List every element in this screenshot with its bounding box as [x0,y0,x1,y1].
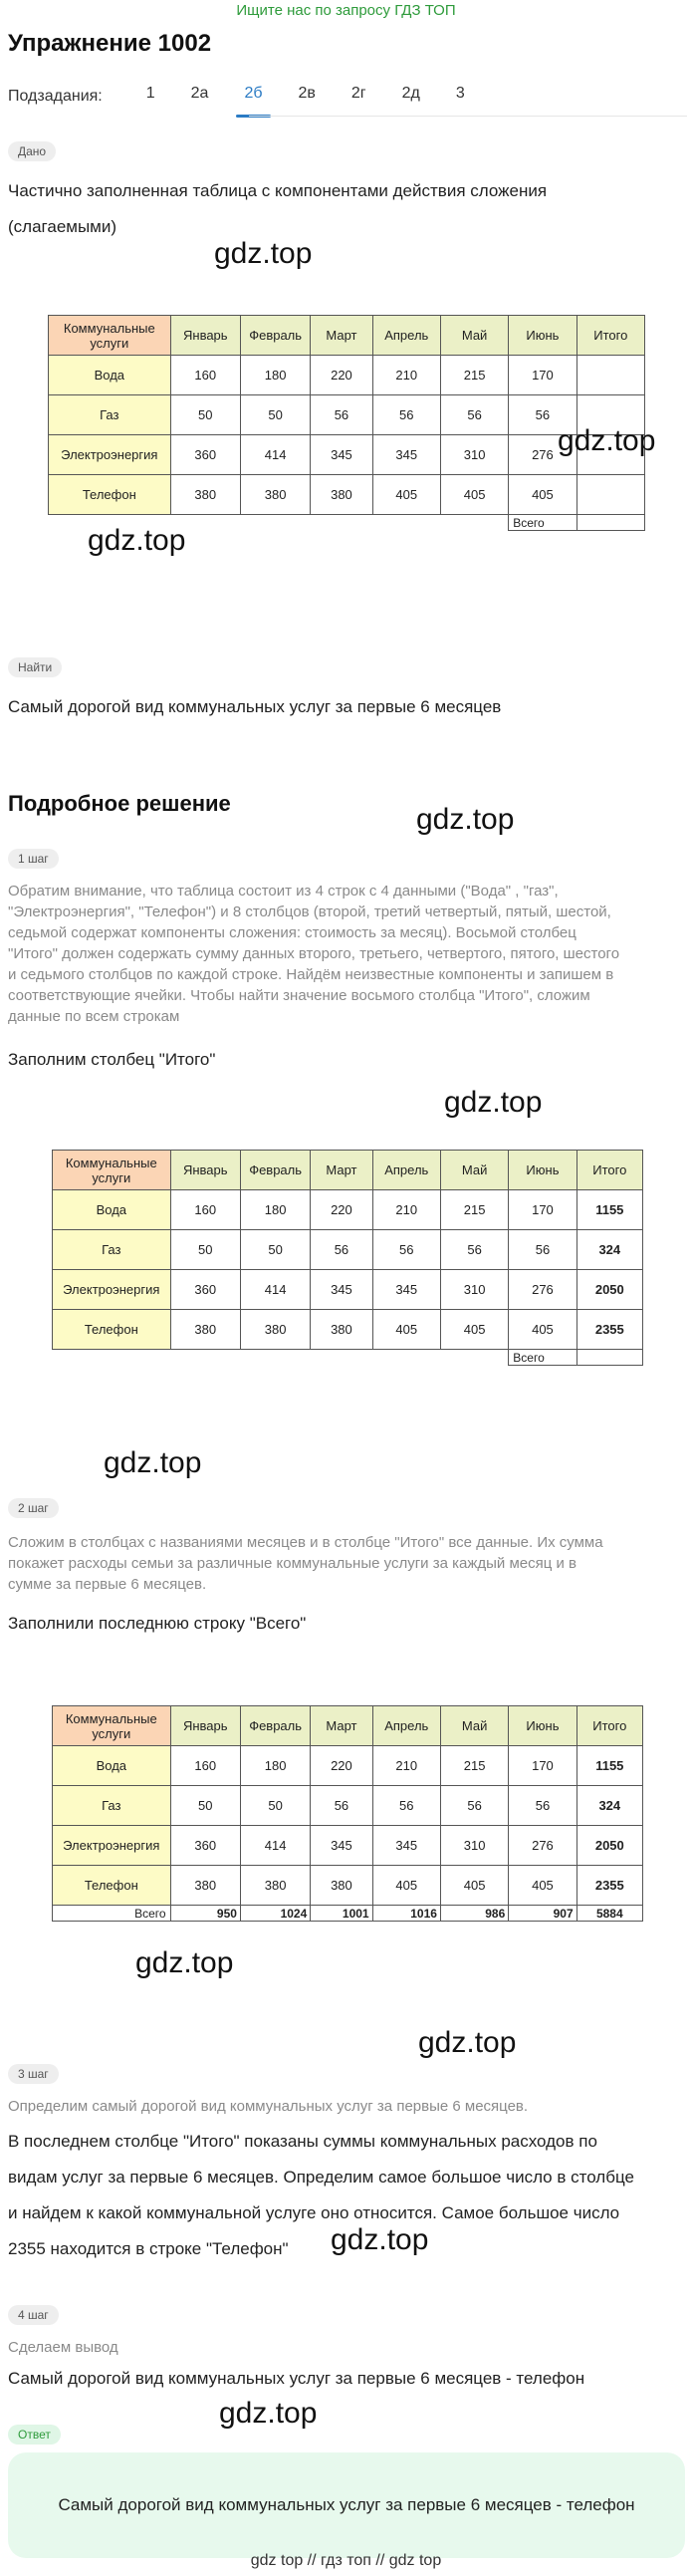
table-header-cell: Коммунальные услуги [53,1151,171,1190]
table-header-cell: Июнь [509,1706,577,1746]
table-cell: 160 [170,356,240,395]
table-header-cell: Май [440,1151,508,1190]
table-header-cell: Январь [170,1151,240,1190]
watermark: gdz.top [331,2223,429,2256]
table-cell: 405 [440,475,508,515]
table-cell: 160 [170,1190,240,1230]
table-cell: 345 [372,1826,440,1866]
answer-chip: Ответ [8,2425,61,2445]
table-cell: 405 [440,1310,508,1350]
watermark: gdz.top [135,1946,234,1979]
table-cell: 180 [240,1190,310,1230]
table-cell: 56 [509,1786,577,1826]
table-row-label: Телефон [49,475,171,515]
find-text: Самый дорогой вид коммунальных услуг за первые 6 месяцев [8,697,502,716]
table-cell: 276 [509,435,577,475]
table-sum-cell: 950 [170,1906,240,1922]
table-total-cell: 1155 [577,1746,642,1786]
table-cell: 380 [311,475,372,515]
table-header-cell: Итого [577,316,644,356]
table-sum-cell: 5884 [577,1906,642,1922]
search-banner: Ищите нас по запросу ГДЗ ТОП [236,2,456,19]
table-cell: 405 [372,1866,440,1906]
table-cell: 380 [240,475,310,515]
subtasks-label: Подзадания: [8,88,103,105]
table-sum-cell: 907 [509,1906,577,1922]
table-cell-empty [577,1350,642,1366]
table-cell: 56 [372,1230,440,1270]
table-header-cell: Февраль [240,1706,310,1746]
step1-chip: 1 шаг [8,849,59,869]
step1-description [8,881,685,1027]
table-cell: 405 [440,1866,508,1906]
tabs-divider [249,116,687,117]
step1-line: Обратим внимание, что таблица состоит из 4 строк с 4 данными ("Вода" , "газ", [8,883,559,900]
table-sum-label: Всего [509,1350,577,1366]
step3-line: В последнем столбце "Итого" показаны суммы коммунальных расходов по [8,2132,597,2151]
table-cell: 50 [240,1786,310,1826]
table-cell: 405 [509,1310,577,1350]
watermark: gdz.top [418,2026,517,2059]
step2-text: Заполнили последнюю строку "Всего" [8,1614,307,1633]
table-cell: 160 [170,1746,240,1786]
table-header-cell: Январь [170,1706,240,1746]
table-row-label: Газ [53,1230,171,1270]
table-cell: 50 [240,1230,310,1270]
table-cell-empty [53,1350,509,1366]
watermark: gdz.top [219,2397,318,2430]
table-sum-cell: 1024 [240,1906,310,1922]
totals-table [52,1150,643,1366]
table-sum-label: Всего [509,515,577,531]
table-cell: 414 [240,1826,310,1866]
step1-line: седьмой содержат компоненты сложения: стоимость за месяц). Восьмой столбец [8,924,577,941]
table-cell: 345 [311,1826,372,1866]
watermark: gdz.top [558,424,656,457]
table-cell: 405 [509,475,577,515]
table-cell: 220 [311,1746,372,1786]
full-table [52,1705,643,1922]
table-header-cell: Коммунальные услуги [49,316,171,356]
table-cell: 170 [509,1190,577,1230]
table-cell: 56 [440,1230,508,1270]
step4-description: Сделаем вывод [8,2339,118,2356]
page-title: Упражнение 1002 [8,30,212,57]
table-cell: 56 [311,1230,372,1270]
table-cell: 360 [170,435,240,475]
table-cell: 310 [440,1826,508,1866]
step2-line: Сложим в столбцах с названиями месяцев и в столбце "Итого" все данные. Их сумма [8,1534,603,1551]
table-row-label: Газ [53,1786,171,1826]
table-header-cell: Апрель [372,316,440,356]
step1-line: данные по всем строкам [8,1008,180,1025]
given-chip: Дано [8,141,56,161]
watermark: gdz.top [416,803,515,836]
table-row-label: Электроэнергия [49,435,171,475]
tab-1[interactable]: 1 [145,85,155,102]
table-cell: 50 [170,395,240,435]
step2-description [8,1532,685,1595]
table-cell: 405 [372,475,440,515]
table-total-cell: 324 [577,1230,642,1270]
table-cell: 170 [509,1746,577,1786]
table-sum-cell: 1001 [311,1906,372,1922]
table-cell: 220 [311,356,372,395]
table-total-cell: 2050 [577,1826,642,1866]
tab-2d[interactable]: 2д [401,85,420,102]
table-row-label: Электроэнергия [53,1270,171,1310]
solution-title: Подробное решение [8,791,231,816]
table-cell: 345 [372,1270,440,1310]
step1-line: "Электроэнергия", "Телефон") и 8 столбцов (второй, третий четвертый, пятый, шестой, [8,903,611,920]
table-sum-cell: 986 [440,1906,508,1922]
table-cell: 380 [311,1310,372,1350]
table-row-label: Вода [53,1746,171,1786]
table-cell: 414 [240,1270,310,1310]
table-cell: 360 [170,1826,240,1866]
table-cell: 50 [170,1786,240,1826]
table-cell: 50 [170,1230,240,1270]
table-header-cell: Май [440,316,508,356]
table-header-cell: Апрель [372,1151,440,1190]
tab-3[interactable]: 3 [455,85,465,102]
watermark: gdz.top [88,524,186,557]
tab-2v[interactable]: 2в [298,85,316,102]
table-header-cell: Апрель [372,1706,440,1746]
find-chip: Найти [8,657,62,677]
table-total-cell: 2355 [577,1866,642,1906]
table-header-cell: Март [311,316,372,356]
step2-chip: 2 шаг [8,1498,59,1518]
watermark: gdz.top [104,1446,202,1479]
step3-line: видам услуг за первые 6 месяцев. Определим самое большое число в столбце [8,2168,634,2187]
table-cell: 210 [372,1746,440,1786]
given-text-line1: Частично заполненная таблица с компонентами действия сложения [8,181,548,200]
table-cell: 210 [372,1190,440,1230]
step3-description: Определим самый дорогой вид коммунальных услуг за первые 6 месяцев. [8,2098,529,2115]
table-cell: 56 [372,1786,440,1826]
table-cell: 405 [372,1310,440,1350]
table-row-label: Вода [53,1190,171,1230]
table-cell: 50 [240,395,310,435]
table-cell: 276 [509,1826,577,1866]
table-cell: 56 [311,1786,372,1826]
table-cell: 310 [440,1270,508,1310]
given-table [48,315,645,531]
table-cell-empty [577,515,644,531]
table-row-label: Вода [49,356,171,395]
table-total-cell: 2050 [577,1270,642,1310]
table-cell: 170 [509,356,577,395]
table-cell: 310 [440,435,508,475]
table-cell-empty [577,475,644,515]
table-cell: 180 [240,1746,310,1786]
table-header-cell: Март [311,1151,372,1190]
step3-line: и найдем к какой коммунальной услуге оно относится. Самое большое число [8,2203,620,2222]
step1-line: "Итого" должен содержать сумму данных второго, третьего, четвертого, пятого, шестого [8,945,620,962]
tab-2a[interactable]: 2а [190,85,209,102]
table-cell: 380 [240,1310,310,1350]
table-cell: 380 [240,1866,310,1906]
step3-line: 2355 находится в строке "Телефон" [8,2239,289,2258]
table-cell: 380 [170,1866,240,1906]
step2-line: покажет расходы семьи за различные коммунальные услуги за каждый месяц и в [8,1555,577,1572]
table-header-cell: Март [311,1706,372,1746]
table-cell: 210 [372,356,440,395]
table-cell: 345 [311,1270,372,1310]
watermark: gdz.top [444,1086,543,1119]
table-cell-empty [577,356,644,395]
step3-chip: 3 шаг [8,2064,59,2084]
step2-line: сумме за первые 6 месяцев. [8,1576,207,1593]
table-cell: 220 [311,1190,372,1230]
table-cell: 56 [509,1230,577,1270]
table-cell: 380 [170,1310,240,1350]
table-cell: 414 [240,435,310,475]
table-cell: 380 [170,475,240,515]
table-cell: 276 [509,1270,577,1310]
table-total-cell: 1155 [577,1190,642,1230]
table-header-cell: Февраль [240,1151,310,1190]
subtask-tabs [8,82,483,112]
step1-text: Заполним столбец "Итого" [8,1050,216,1069]
table-header-cell: Январь [170,316,240,356]
table-header-cell: Июнь [509,316,577,356]
table-cell: 56 [509,395,577,435]
given-text-line2: (слагаемыми) [8,217,117,236]
table-cell: 215 [440,356,508,395]
table-row-label: Телефон [53,1310,171,1350]
table-row-label: Газ [49,395,171,435]
table-cell: 405 [509,1866,577,1906]
table-cell: 215 [440,1746,508,1786]
table-sum-cell: 1016 [372,1906,440,1922]
table-cell: 56 [311,395,372,435]
table-cell: 360 [170,1270,240,1310]
table-header-cell: Май [440,1706,508,1746]
table-cell: 380 [311,1866,372,1906]
step1-line: соответствующие ячейки. Чтобы найти значение восьмого столбца "Итого", сложим [8,987,590,1004]
table-header-cell: Февраль [240,316,310,356]
table-header-cell: Итого [577,1151,642,1190]
table-cell: 215 [440,1190,508,1230]
footer-links[interactable]: gdz top // гдз топ // gdz top [250,2552,442,2569]
table-cell: 180 [240,356,310,395]
table-total-cell: 324 [577,1786,642,1826]
table-cell: 56 [440,395,508,435]
table-cell: 345 [372,435,440,475]
table-header-cell: Июнь [509,1151,577,1190]
tab-2g[interactable]: 2г [350,85,366,102]
table-cell: 56 [372,395,440,435]
table-row-label: Электроэнергия [53,1826,171,1866]
table-cell: 56 [440,1786,508,1826]
step1-line: и седьмого столбцов по каждой строке. Найдём неизвестные компоненты и запишем в [8,966,614,983]
table-header-cell: Коммунальные услуги [53,1706,171,1746]
table-sum-label: Всего [53,1906,171,1922]
table-row-label: Телефон [53,1866,171,1906]
answer-box: Самый дорогой вид коммунальных услуг за первые 6 месяцев - телефон [8,2452,685,2558]
table-total-cell: 2355 [577,1310,642,1350]
step4-chip: 4 шаг [8,2305,59,2325]
tab-2b[interactable]: 2б [226,82,280,112]
table-cell: 345 [311,435,372,475]
watermark: gdz.top [214,237,313,270]
table-header-cell: Итого [577,1706,642,1746]
step4-text: Самый дорогой вид коммунальных услуг за первые 6 месяцев - телефон [8,2369,585,2388]
